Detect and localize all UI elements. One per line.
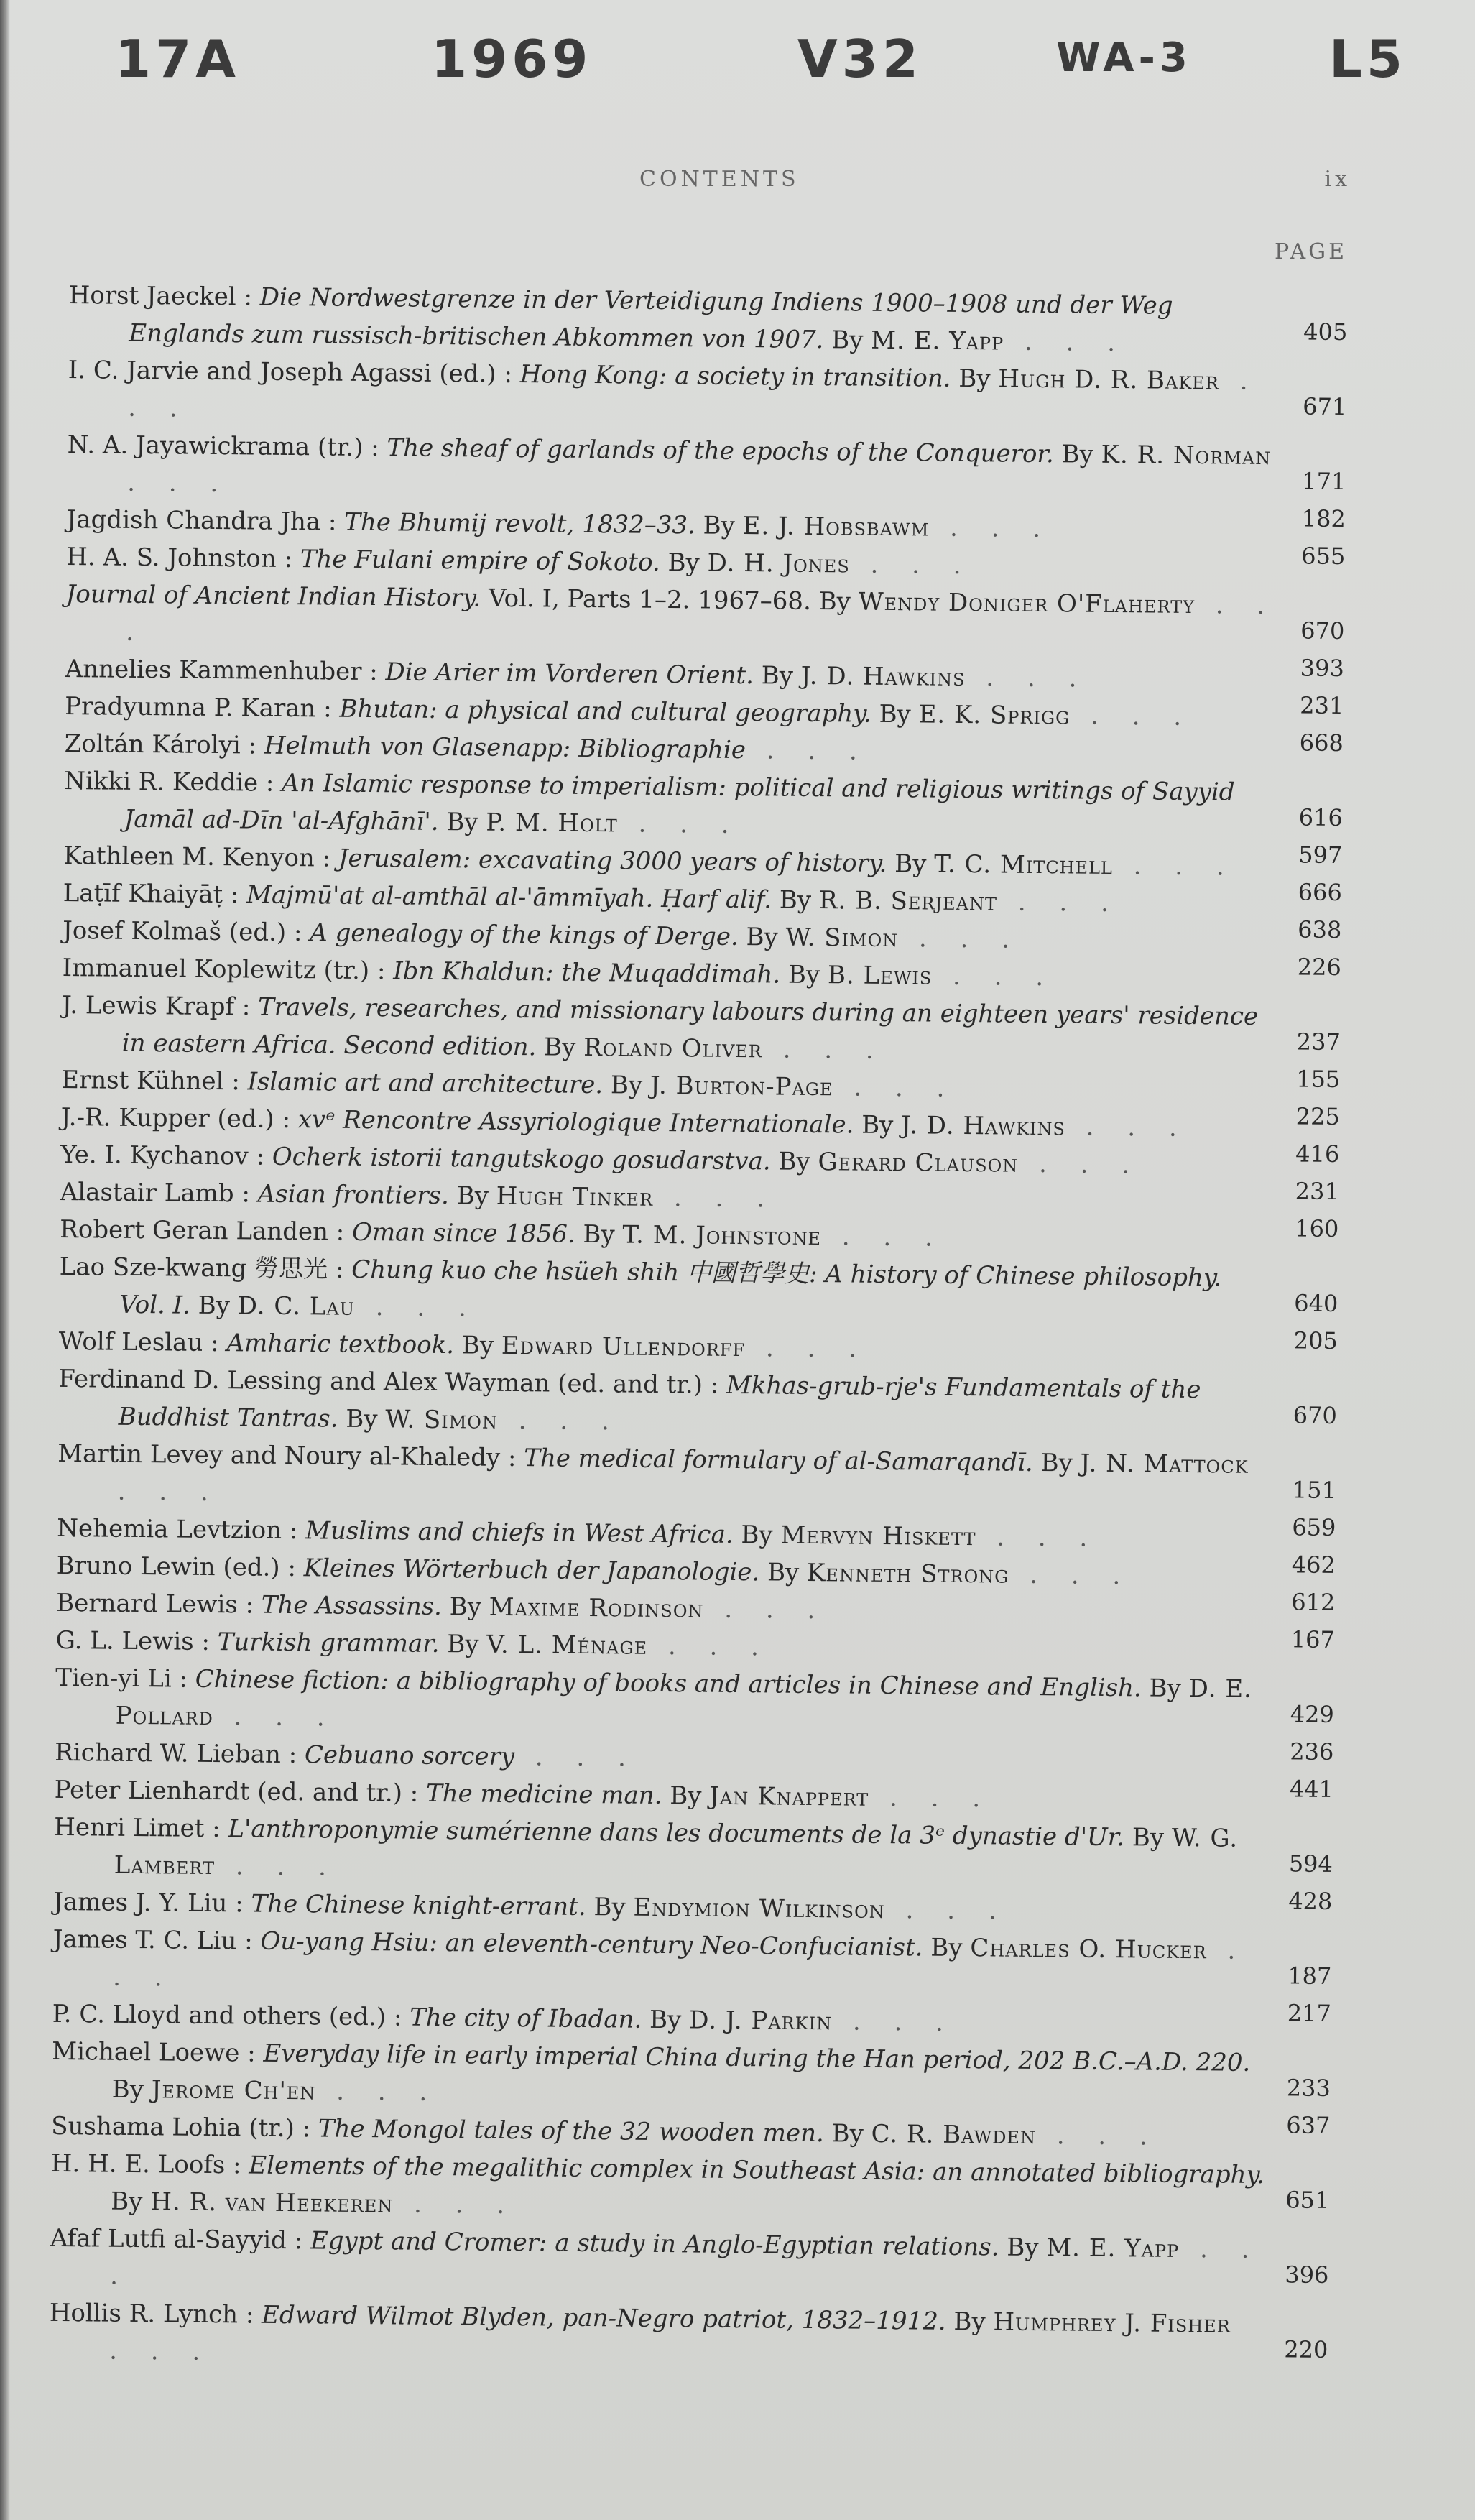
entry-reviewer: B. Lewis (827, 961, 933, 991)
entry-page-number: 396 (1285, 2261, 1329, 2289)
entry-text: Henri Limet : L'anthroponymie sumérienne dans les documents de la 3ᵉ dynastie d'Ur. By W. G. Lambert . . . (54, 1812, 1239, 1882)
entry-reviewer: T. M. Johnstone (622, 1220, 822, 1252)
entry-text: Bernard Lewis : The Assassins. By Maxime Rodinson . . . (56, 1588, 828, 1625)
entry-title: Oman since 1856. (351, 1217, 575, 1249)
contents-entry (57, 1435, 1337, 1522)
entry-text: P. C. Lloyd and others (ed.) : The city of Ibadan. By D. J. Parkin . . . (52, 1999, 957, 2037)
entry-author: Nikki R. Keddie (64, 766, 259, 798)
entry-page-number: 594 (1288, 1850, 1333, 1878)
leader-dots: . . . (997, 887, 1122, 918)
entry-author: Ferdinand D. Lessing and Alex Wayman (ed. and tr.) (58, 1364, 703, 1400)
entry-page-number: 638 (1298, 915, 1342, 944)
entry-page-number: 187 (1287, 1962, 1332, 1990)
entry-title: Die Arier im Vorderen Orient. (385, 657, 754, 691)
entry-author: Ye. I. Kychanov (60, 1140, 249, 1171)
entry-text: Robert Geran Landen : Oman since 1856. By T. M. Johnstone . . . (60, 1214, 946, 1252)
page-title: CONTENTS (639, 167, 800, 192)
entry-reviewer: K. R. Norman (1101, 440, 1272, 471)
entry-reviewer: D. E. Pollard (115, 1674, 1253, 1732)
entry-text: Nehemia Levtzion : Muslims and chiefs in West Africa. By Mervyn Hiskett . . . (57, 1513, 1101, 1553)
entry-reviewer: M. E. Yapp (871, 326, 1004, 356)
leader-dots: . . . (393, 2189, 518, 2220)
entry-author: N. A. Jayawickrama (tr.) (67, 430, 364, 462)
leader-dots: . . . (113, 1936, 1249, 1993)
page-number: ix (1324, 167, 1351, 192)
leader-dots: . . . (898, 924, 1023, 954)
entry-text: Bruno Lewin (ed.) : Kleines Wörterbuch der Japanologie. By Kenneth Strong . . . (56, 1551, 1134, 1591)
entry-author: James T. C. Liu (52, 1924, 237, 1956)
leader-dots: . . . (976, 1523, 1101, 1553)
contents-entry (50, 2220, 1329, 2307)
entry-title: The sheaf of garlands of the epochs of the Conqueror. (387, 433, 1054, 469)
entry-page-number: 428 (1288, 1887, 1333, 1915)
entry-text: J. Lewis Krapf : Travels, researches, and missionary labours during an eighteen years' residence in eastern Africa. Second edition. By Roland Oliver . . . (62, 990, 1259, 1065)
entry-title: Bhutan: a physical and cultural geography. (339, 694, 871, 729)
entry-author: J. Lewis Krapf (62, 990, 235, 1022)
entry-page-number: 655 (1301, 542, 1346, 571)
leader-dots: . . . (315, 2077, 440, 2108)
entry-page-number: 151 (1292, 1476, 1337, 1505)
entry-title: The city of Ibadan. (410, 2003, 642, 2034)
entry-reviewer: J. Burton-Page (649, 1071, 833, 1102)
entry-author: Immanuel Koplewitz (tr.) (62, 953, 370, 986)
leader-dots: . . . (932, 961, 1057, 992)
entry-text: James T. C. Liu : Ou-yang Hsiu: an eleventh-century Neo-Confucianist. By Charles O. Hucker . . . (52, 1924, 1249, 1993)
entry-author: Wolf Leslau (58, 1326, 203, 1357)
entry-reviewer: Jan Knappert (709, 1781, 869, 1812)
entry-title: Ibn Khaldun: the Muqaddimah. (393, 956, 781, 989)
entry-text: Tien-yi Li : Chinese fiction: a bibliography of books and articles in Chinese and English. By D. E. Pollard . . . (55, 1663, 1253, 1732)
entry-title: A genealogy of the kings of Derge. (310, 918, 739, 951)
leader-dots: . . . (745, 736, 870, 766)
entry-author: Nehemia Levtzion (57, 1513, 282, 1545)
entry-reviewer: D. C. Lau (237, 1291, 356, 1321)
leader-dots: . . . (1070, 701, 1195, 732)
entry-title: Islamic art and architecture. (247, 1067, 604, 1100)
entry-title: Travels, researches, and missionary labours during an eighteen years' residence in eastern Africa. Second edition. (121, 992, 1259, 1062)
entry-page-number: 640 (1294, 1289, 1338, 1318)
entry-text: Annelies Kammenhuber : Die Arier im Vorderen Orient. By J. D. Hawkins . . . (65, 654, 1090, 693)
entry-reviewer: Charles O. Hucker (970, 1934, 1207, 1965)
entry-text: Peter Lienhardt (ed. and tr.) : The medicine man. By Jan Knappert . . . (54, 1775, 994, 1814)
entry-page-number: 205 (1293, 1326, 1338, 1355)
entry-title: Elements of the megalithic complex in Southeast Asia: an annotated bibliography. (249, 2151, 1265, 2190)
leader-dots: . . . (117, 1477, 222, 1508)
entry-page-number: 225 (1295, 1102, 1341, 1131)
leader-dots: . . . (497, 1406, 623, 1436)
entry-title: The Bhumij revolt, 1832–33. (344, 507, 695, 540)
entry-text: G. L. Lewis : Turkish grammar. By V. L. Ménage . . . (55, 1625, 772, 1662)
entry-page-number: 231 (1300, 691, 1344, 720)
entry-page-number: 670 (1300, 617, 1345, 645)
entry-title: Majmū'at al-amthāl al-'āmmīyah. Ḥarf alif. (246, 880, 772, 915)
entry-author: Sushama Lohia (tr.) (51, 2111, 295, 2143)
handwritten-note: V32 (797, 29, 923, 89)
leader-dots: . . . (653, 1183, 778, 1214)
entry-page-number: 393 (1300, 654, 1345, 683)
entry-title: Chung kuo che hsüeh shih 中國哲學史: A history of Chinese philosophy. Vol. I. (119, 1255, 1222, 1320)
entry-reviewer: P. M. Holt (486, 808, 618, 839)
entry-author: Henri Limet (54, 1812, 205, 1843)
entry-author: Laṭīf Khaiyāṭ (63, 878, 223, 910)
entry-author: Afaf Lutfi al-Sayyid (50, 2223, 287, 2256)
entry-reviewer: W. G. Lambert (114, 1823, 1239, 1881)
leader-dots: . . . (703, 1594, 828, 1625)
handwritten-note: 1969 (431, 29, 593, 89)
entry-text: Lao Sze-kwang 勞思光 : Chung kuo che hsüeh shih 中國哲學史: A history of Chinese philosophy. Vol. I. By D. C. Lau . . . (59, 1252, 1222, 1323)
entry-page-number: 155 (1296, 1065, 1341, 1094)
leader-dots: . . . (869, 1783, 994, 1814)
leader-dots: . . . (214, 1852, 340, 1882)
entry-author: G. L. Lewis (55, 1625, 194, 1656)
contents-entry (68, 277, 1348, 364)
leader-dots: . . . (965, 663, 1090, 693)
entry-reviewer: D. J. Parkin (688, 2006, 833, 2036)
entry-page-number: 233 (1286, 2074, 1331, 2102)
entry-reviewer: J. D. Hawkins (800, 661, 966, 693)
page-column-heading: PAGE (1275, 239, 1347, 264)
entry-reviewer: W. Simon (385, 1405, 499, 1435)
entry-text: Jagdish Chandra Jha : The Bhumij revolt, 1832–33. By E. J. Hobsbawm . . . (66, 504, 1054, 544)
contents-entry (62, 987, 1341, 1074)
leader-dots: . . . (833, 1073, 958, 1103)
entry-page-number: 160 (1295, 1214, 1339, 1243)
entry-title: The Fulani empire of Sokoto. (300, 545, 660, 577)
entry-author: Zoltán Károlyi (64, 729, 241, 760)
entry-author: Martin Levey and Noury al-Khaledy (57, 1439, 501, 1472)
entry-page-number: 416 (1295, 1140, 1340, 1168)
entry-title: Edward Wilmot Blyden, pan-Negro patriot, 1832–1912. (261, 2300, 946, 2336)
leader-dots: . . . (213, 1702, 338, 1732)
leader-dots: . . . (1018, 1149, 1143, 1180)
entry-text: Wolf Leslau : Amharic textbook. By Edward Ullendorff . . . (58, 1326, 870, 1364)
entry-reviewer: E. K. Sprigg (918, 700, 1071, 731)
entry-reviewer: Hugh Tinker (496, 1181, 654, 1212)
leader-dots: . . . (1035, 2121, 1161, 2151)
entry-author: J.-R. Kupper (ed.) (60, 1102, 274, 1134)
entry-reviewer: V. L. Ménage (486, 1630, 648, 1661)
entry-title: The medical formulary of al-Samarqandī. (524, 1444, 1033, 1477)
entry-reviewer: Endymion Wilkinson (633, 1893, 885, 1925)
entry-author: Jagdish Chandra Jha (66, 504, 321, 537)
entry-reviewer: C. R. Bawden (871, 2119, 1037, 2151)
entry-text: Ernst Kühnel : Islamic art and architecture. By J. Burton-Page . . . (61, 1065, 958, 1103)
leader-dots: . . . (110, 2234, 1262, 2291)
entry-title: Die Nordwestgrenze in der Verteidigung Indiens 1900–1908 und der Weg Englands zum russisch-britischen Abkommen von 1907. (129, 282, 1173, 355)
entry-text: N. A. Jayawickrama (tr.) : The sheaf of garlands of the epochs of the Conqueror. By K. R. Norman . . . (67, 430, 1272, 499)
entry-author: H. H. E. Loofs (50, 2149, 226, 2180)
entry-page-number: 237 (1296, 1028, 1341, 1056)
entry-author: Ernst Kühnel (61, 1065, 224, 1097)
leader-dots: . . . (1112, 851, 1238, 882)
entry-author: Richard W. Lieban (55, 1737, 282, 1769)
entry-text: Kathleen M. Kenyon : Jerusalem: excavating 3000 years of history. By T. C. Mitchell . . . (63, 841, 1238, 882)
contents-entry (59, 1248, 1338, 1335)
entry-text: Sushama Lohia (tr.) : The Mongol tales of the 32 wooden men. By C. R. Bawden . . . (51, 2111, 1161, 2151)
contents-entry (52, 1921, 1332, 2008)
entry-author: Hollis R. Lynch (49, 2298, 239, 2330)
entry-text: Hollis R. Lynch : Edward Wilmot Blyden, pan-Negro patriot, 1832–1912. By Humphrey J. Fisher . . . (49, 2298, 1231, 2367)
entry-text: I. C. Jarvie and Joseph Agassi (ed.) : Hong Kong: a society in transition. By Hugh D. R. Baker . . . (68, 355, 1261, 423)
entry-title: Journal of Ancient Indian History. (65, 579, 481, 613)
entry-reviewer: R. B. Serjeant (818, 886, 998, 917)
entry-title: An Islamic response to imperialism: political and religious writings of Sayyid Jamāl ad-Dīn 'al-Afghānī'. (124, 768, 1235, 836)
entry-title: Egypt and Cromer: a study in Anglo-Egyptian relations. (310, 2226, 999, 2262)
entry-title: Turkish grammar. (217, 1628, 440, 1659)
entry-reviewer: Edward Ullendorff (501, 1331, 746, 1363)
entry-page-number: 171 (1302, 467, 1346, 496)
entry-title: The medicine man. (425, 1778, 662, 1811)
entry-page-number: 236 (1290, 1737, 1334, 1766)
leader-dots: . . . (1004, 327, 1129, 358)
leader-dots: . . . (354, 1292, 479, 1323)
entry-author: Kathleen M. Kenyon (63, 841, 315, 873)
entry-reviewer: J. N. Mattock (1080, 1449, 1249, 1480)
handwritten-note: WA-3 (1056, 34, 1192, 81)
entry-title: Helmuth von Glasenapp: Bibliographie (264, 731, 746, 765)
entry-author: I. C. Jarvie and Joseph Agassi (ed.) (68, 355, 496, 389)
entry-author: H. A. S. Johnston (66, 542, 277, 573)
leader-dots: . . . (849, 550, 974, 581)
entry-reviewer: D. H. Jones (707, 548, 850, 579)
entry-page-number: 462 (1291, 1551, 1336, 1579)
entry-title: Jerusalem: excavating 3000 years of history. (338, 844, 887, 878)
entry-page-number: 429 (1290, 1700, 1335, 1728)
handwritten-note: 17A (115, 29, 240, 89)
leader-dots: . . . (514, 1743, 639, 1773)
entry-volume: Vol. I, Parts 1–2. 1967–68. (488, 583, 812, 616)
leader-dots: . . . (127, 468, 231, 499)
entry-title: The Chinese knight-errant. (251, 1889, 586, 1922)
entry-page-number: 231 (1295, 1177, 1340, 1206)
contents-entry (65, 576, 1345, 663)
entry-text: Martin Levey and Noury al-Khaledy : The medical formulary of al-Samarqandī. By J. N. Mattock . . . (57, 1439, 1249, 1508)
entry-author: Lao Sze-kwang 勞思光 (59, 1252, 328, 1284)
leader-dots: . . . (1009, 1560, 1134, 1591)
leader-dots: . . . (745, 1334, 870, 1364)
entry-page-number: 659 (1292, 1513, 1336, 1542)
entry-title: The Mongol tales of the 32 wooden men. (318, 2114, 824, 2149)
entry-title: Ocherk istorii tangutskogo gosudarstva. (272, 1142, 771, 1176)
leader-dots: . . . (1065, 1112, 1190, 1143)
entry-text: Michael Loewe : Everyday life in early imperial China during the Han period, 202 B.C.–A.D. 220. By Jerome Ch'en . . . (52, 2036, 1251, 2108)
entry-reviewer: T. C. Mitchell (934, 849, 1114, 880)
entry-page-number: 671 (1303, 392, 1347, 421)
leader-dots: . . . (647, 1631, 772, 1662)
entry-page-number: 637 (1286, 2111, 1331, 2139)
entry-text: Journal of Ancient Indian History. Vol. I, Parts 1–2. 1967–68. By Wendy Doniger O'Flaherty . . . (65, 579, 1278, 647)
contents-entry (58, 1360, 1338, 1447)
entry-author: Bernard Lewis (56, 1588, 238, 1620)
entry-reviewer: Hugh D. R. Baker (998, 364, 1220, 396)
entry-author: Josef Kolmaš (ed.) (63, 915, 287, 947)
entry-title: L'anthroponymie sumérienne dans les documents de la 3ᵉ dynastie d'Ur. (228, 1814, 1125, 1852)
leader-dots: . . . (884, 1896, 1009, 1926)
entry-text: Ye. I. Kychanov : Ocherk istorii tangutskogo gosudarstva. By Gerard Clauson . . . (60, 1140, 1143, 1180)
entry-text: Pradyumna P. Karan : Bhutan: a physical and cultural geography. By E. K. Sprigg . . . (65, 691, 1195, 732)
entry-author: Robert Geran Landen (60, 1214, 329, 1247)
contents-list (49, 277, 1348, 2381)
entry-title: Chinese fiction: a bibliography of books and articles in Chinese and English. (195, 1664, 1142, 1703)
entry-page-number: 666 (1298, 878, 1343, 907)
entry-page-number: 612 (1291, 1588, 1336, 1617)
entry-text: Ferdinand D. Lessing and Alex Wayman (ed. and tr.) : Mkhas-grub-rje's Fundamentals of the Buddhist Tantras. By W. Simon . . . (58, 1364, 1201, 1436)
entry-author: Peter Lienhardt (ed. and tr.) (54, 1775, 403, 1808)
entry-author: P. C. Lloyd and others (ed.) (52, 1999, 387, 2032)
contents-entry (52, 2033, 1331, 2120)
entry-page-number: 651 (1285, 2186, 1330, 2214)
entry-page-number: 616 (1298, 803, 1344, 832)
leader-dots: . . . (831, 2007, 957, 2037)
entry-page-number: 405 (1303, 318, 1348, 346)
entry-reviewer: W. Simon (785, 923, 899, 954)
entry-text: Nikki R. Keddie : An Islamic response to imperialism: political and religious writings of Sayyid Jamāl ad-Dīn 'al-Afghānī'. By P. M. Holt . . . (64, 766, 1235, 840)
entry-reviewer: Mervyn Hiskett (780, 1520, 976, 1552)
contents-entry (55, 1659, 1335, 1746)
entry-author: Alastair Lamb (60, 1177, 234, 1209)
entry-title: Cebuano sorcery (304, 1740, 515, 1772)
contents-entry (67, 426, 1346, 513)
entry-text: H. A. S. Johnston : The Fulani empire of Sokoto. By D. H. Jones . . . (66, 542, 974, 581)
entry-page-number: 226 (1297, 953, 1342, 982)
contents-entry (49, 2294, 1328, 2381)
entry-title: Mkhas-grub-rje's Fundamentals of the Buddhist Tantras. (118, 1370, 1201, 1434)
entry-author: Bruno Lewin (ed.) (56, 1551, 280, 1582)
entry-text: Immanuel Koplewitz (tr.) : Ibn Khaldun: the Muqaddimah. By B. Lewis . . . (62, 953, 1057, 992)
entry-page-number: 670 (1293, 1401, 1338, 1430)
entry-reviewer: J. D. Hawkins (900, 1111, 1066, 1142)
contents-entry (64, 762, 1344, 849)
entry-title: Ou-yang Hsiu: an eleventh-century Neo-Confucianist. (260, 1926, 923, 1962)
entry-page-number: 220 (1284, 2335, 1328, 2363)
entry-title: xvᵉ Rencontre Assyriologique Internationale. (297, 1105, 854, 1140)
entry-reviewer: H. R. van Heekeren (150, 2187, 394, 2219)
entry-text: H. H. E. Loofs : Elements of the megalithic complex in Southeast Asia: an annotated bibliography. By H. R. van Heekeren . . . (50, 2149, 1265, 2220)
entry-text: J.-R. Kupper (ed.) : xvᵉ Rencontre Assyriologique Internationale. By J. D. Hawkins . . . (60, 1102, 1190, 1143)
entry-reviewer: Roland Oliver (583, 1033, 763, 1064)
entry-author: Tien-yi Li (55, 1663, 172, 1694)
entry-page-number: 668 (1299, 729, 1344, 757)
entry-page-number: 182 (1301, 504, 1346, 533)
entry-reviewer: Jerome Ch'en (151, 2075, 316, 2106)
entry-title: Kleines Wörterbuch der Japanologie. (303, 1554, 760, 1587)
entry-title: The Assassins. (261, 1590, 443, 1622)
entry-reviewer: Maxime Rodinson (489, 1592, 704, 1624)
entry-reviewer: Wendy Doniger O'Flaherty (858, 587, 1196, 620)
entry-reviewer: Kenneth Strong (806, 1558, 1009, 1589)
entry-reviewer: E. J. Hobsbawm (742, 512, 930, 543)
entry-author: Horst Jaeckel (68, 280, 236, 312)
leader-dots: . . . (126, 591, 1278, 647)
entry-title: Hong Kong: a society in transition. (519, 360, 951, 393)
entry-text: Richard W. Lieban : Cebuano sorcery . . . (55, 1737, 639, 1773)
entry-title: Muslims and chiefs in West Africa. (305, 1516, 734, 1549)
entry-author: Annelies Kammenhuber (65, 654, 362, 686)
leader-dots: . . . (128, 366, 1261, 423)
entry-page-number: 597 (1298, 841, 1343, 869)
entry-title: Asian frontiers. (257, 1179, 450, 1211)
entry-title: Everyday life in early imperial China during the Han period, 202 B.C.–A.D. 220. (263, 2039, 1251, 2077)
contents-entry (68, 351, 1347, 438)
entry-reviewer: M. E. Yapp (1046, 2233, 1180, 2263)
entry-page-number: 217 (1287, 1999, 1332, 2027)
entry-author: Pradyumna P. Karan (65, 691, 316, 724)
entry-page-number: 441 (1289, 1775, 1334, 1803)
entry-text: Josef Kolmaš (ed.) : A genealogy of the kings of Derge. By W. Simon . . . (63, 915, 1023, 954)
entry-author: James J. Y. Liu (53, 1887, 228, 1919)
entry-page-number: 167 (1290, 1625, 1336, 1653)
leader-dots: . . . (109, 2336, 213, 2367)
entry-text: James J. Y. Liu : The Chinese knight-errant. By Endymion Wilkinson . . . (53, 1887, 1009, 1926)
handwritten-note: L5 (1329, 29, 1407, 89)
leader-dots: . . . (762, 1035, 887, 1065)
entry-text: Laṭīf Khaiyāṭ : Majmū'at al-amthāl al-'āmmīyah. Ḥarf alif. By R. B. Serjeant . . . (63, 878, 1122, 918)
entry-text: Horst Jaeckel : Die Nordwestgrenze in der Verteidigung Indiens 1900–1908 und der Weg Englands zum russisch-britischen Abkommen von 1907. By M. E. Yapp . . . (68, 280, 1173, 358)
entry-reviewer: Gerard Clauson (818, 1148, 1019, 1178)
entry-author: Michael Loewe (52, 2036, 240, 2068)
leader-dots: . . . (929, 513, 1054, 544)
contents-entry (50, 2145, 1330, 2232)
entry-text: Afaf Lutfi al-Sayyid : Egypt and Cromer: a study in Anglo-Egyptian relations. By M. E. Yapp . . . (50, 2223, 1262, 2291)
entry-text: Zoltán Károlyi : Helmuth von Glasenapp: Bibliographie . . . (64, 729, 870, 766)
leader-dots: . . . (820, 1222, 946, 1252)
entry-reviewer: Humphrey J. Fisher (993, 2307, 1231, 2339)
leader-dots: . . . (617, 809, 742, 840)
entry-text: Alastair Lamb : Asian frontiers. By Hugh Tinker . . . (60, 1177, 778, 1214)
contents-entry (54, 1809, 1333, 1896)
entry-title: Amharic textbook. (226, 1329, 455, 1360)
